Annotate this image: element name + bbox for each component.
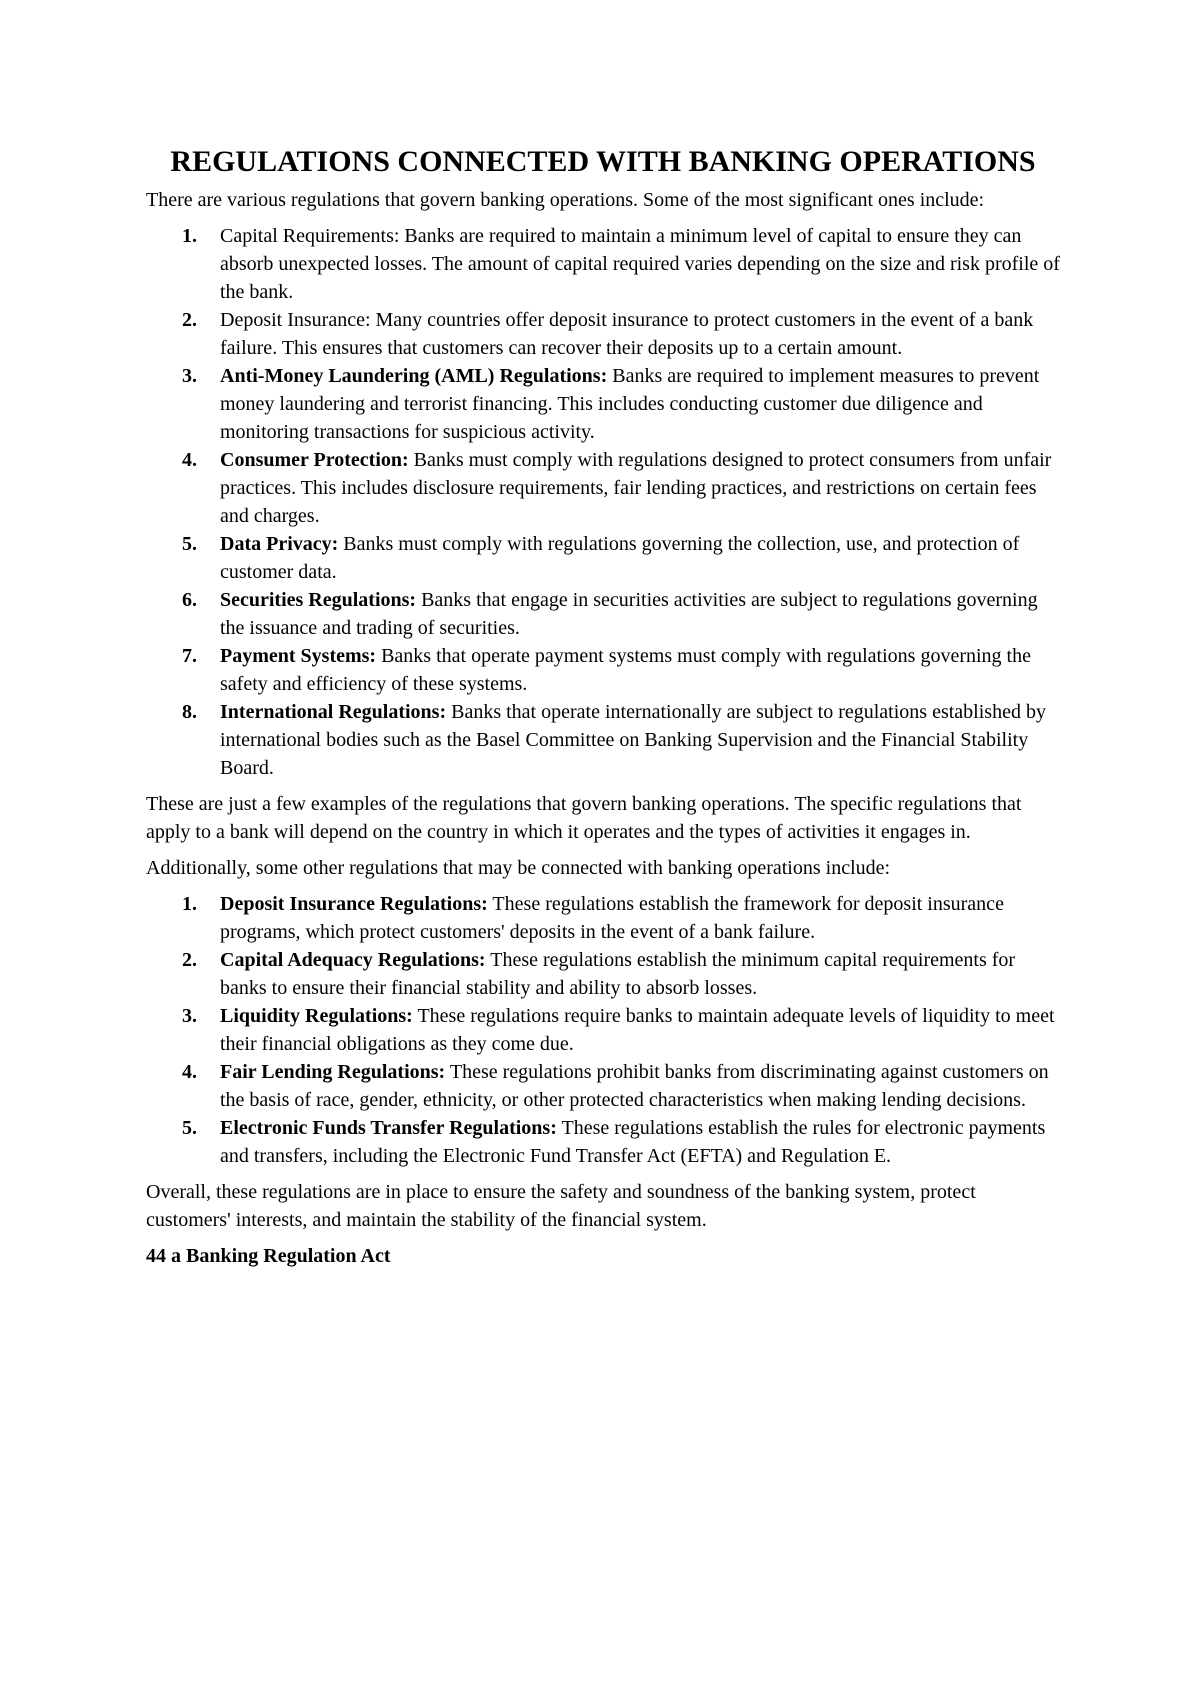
list-item-number: 5.: [182, 533, 197, 555]
list-item: [146, 222, 1060, 306]
list-item: [146, 1114, 1060, 1170]
list-item-term: International Regulations:: [220, 701, 447, 723]
next-section-heading: 44 a Banking Regulation Act: [146, 1245, 391, 1267]
list-item-number: 1.: [182, 225, 197, 247]
list-item-text: Banks that engage in securities activities are subject to regulations governing the issuance and trading of securities.: [220, 589, 1038, 639]
list-item-number: 1.: [182, 893, 197, 915]
list-item-text: Capital Requirements: Banks are required to maintain a minimum level of capital to ensure they can absorb unexpected losses. The amount of capital required varies depending on the size and risk profile of the bank.: [220, 225, 1060, 303]
list-item-text: Banks must comply with regulations designed to protect consumers from unfair practices. This includes disclosure requirements, fair lending practices, and restrictions on certain fees and charges.: [220, 449, 1052, 527]
list-item-number: 7.: [182, 645, 197, 667]
list-item: [146, 698, 1060, 782]
list-item-number: 4.: [182, 1061, 197, 1083]
list-item-term: Data Privacy:: [220, 533, 339, 555]
document-title: REGULATIONS CONNECTED WITH BANKING OPERATIONS: [170, 145, 1036, 178]
list-item: [146, 890, 1060, 946]
list-item: [146, 946, 1060, 1002]
list-item: [146, 1058, 1060, 1114]
list-item-number: 2.: [182, 309, 197, 331]
list-item-number: 3.: [182, 365, 197, 387]
list-item-number: 5.: [182, 1117, 197, 1139]
list-item-text: These regulations establish the framework for deposit insurance programs, which protect customers' deposits in the event of a bank failure.: [220, 893, 1004, 943]
additional-intro-paragraph: Additionally, some other regulations that may be connected with banking operations include:: [146, 857, 891, 879]
list-item-number: 2.: [182, 949, 197, 971]
list-item-term: Payment Systems:: [220, 645, 377, 667]
list-item-number: 3.: [182, 1005, 197, 1027]
list-item: [146, 362, 1060, 446]
list-item-term: Anti-Money Laundering (AML) Regulations:: [220, 365, 608, 387]
list-item-number: 8.: [182, 701, 197, 723]
list-item-term: Liquidity Regulations:: [220, 1005, 413, 1027]
list-item: [146, 586, 1060, 642]
additional-regulations-list: [146, 890, 1060, 1170]
list-item-text: These regulations establish the minimum capital requirements for banks to ensure their financial stability and ability to absorb losses.: [220, 949, 1016, 999]
list-item-number: 4.: [182, 449, 197, 471]
list-item-text: Banks that operate payment systems must comply with regulations governing the safety and efficiency of these systems.: [220, 645, 1031, 695]
list-item: [146, 642, 1060, 698]
list-item-term: Deposit Insurance Regulations:: [220, 893, 488, 915]
list-item: [146, 446, 1060, 530]
list-item-text: These regulations establish the rules for electronic payments and transfers, including the Electronic Fund Transfer Act (EFTA) and Regulation E.: [220, 1117, 1046, 1167]
list-item: [146, 306, 1060, 362]
primary-regulations-list: [146, 222, 1060, 782]
conclusion-paragraph: Overall, these regulations are in place to ensure the safety and soundness of the banking system, protect customers' interests, and maintain the stability of the financial system.: [146, 1181, 976, 1231]
list-item: [146, 1002, 1060, 1058]
list-item-text: Banks are required to implement measures to prevent money laundering and terrorist financing. This includes conducting customer due diligence and monitoring transactions for suspicious activity.: [220, 365, 1040, 443]
list-item-number: 6.: [182, 589, 197, 611]
list-item-text: Deposit Insurance: Many countries offer deposit insurance to protect customers in the event of a bank failure. This ensures that customers can recover their deposits up to a certain amount.: [220, 309, 1034, 359]
list-item: [146, 530, 1060, 586]
intro-paragraph: There are various regulations that govern banking operations. Some of the most significant ones include:: [146, 189, 985, 211]
list-item-term: Fair Lending Regulations:: [220, 1061, 446, 1083]
list-item-term: Securities Regulations:: [220, 589, 417, 611]
list-item-text: Banks must comply with regulations governing the collection, use, and protection of customer data.: [220, 533, 1020, 583]
list-item-term: Electronic Funds Transfer Regulations:: [220, 1117, 557, 1139]
list-item-text: These regulations prohibit banks from discriminating against customers on the basis of race, gender, ethnicity, or other protected characteristics when making lending decisions.: [220, 1061, 1049, 1111]
list-item-term: Capital Adequacy Regulations:: [220, 949, 486, 971]
summary-paragraph: These are just a few examples of the regulations that govern banking operations. The specific regulations that apply to a bank will depend on the country in which it operates and the types of activities it engages in.: [146, 793, 1022, 843]
list-item-text: These regulations require banks to maintain adequate levels of liquidity to meet their financial obligations as they come due.: [220, 1005, 1055, 1055]
list-item-term: Consumer Protection:: [220, 449, 409, 471]
list-item-text: Banks that operate internationally are subject to regulations established by international bodies such as the Basel Committee on Banking Supervision and the Financial Stability Board.: [220, 701, 1046, 779]
